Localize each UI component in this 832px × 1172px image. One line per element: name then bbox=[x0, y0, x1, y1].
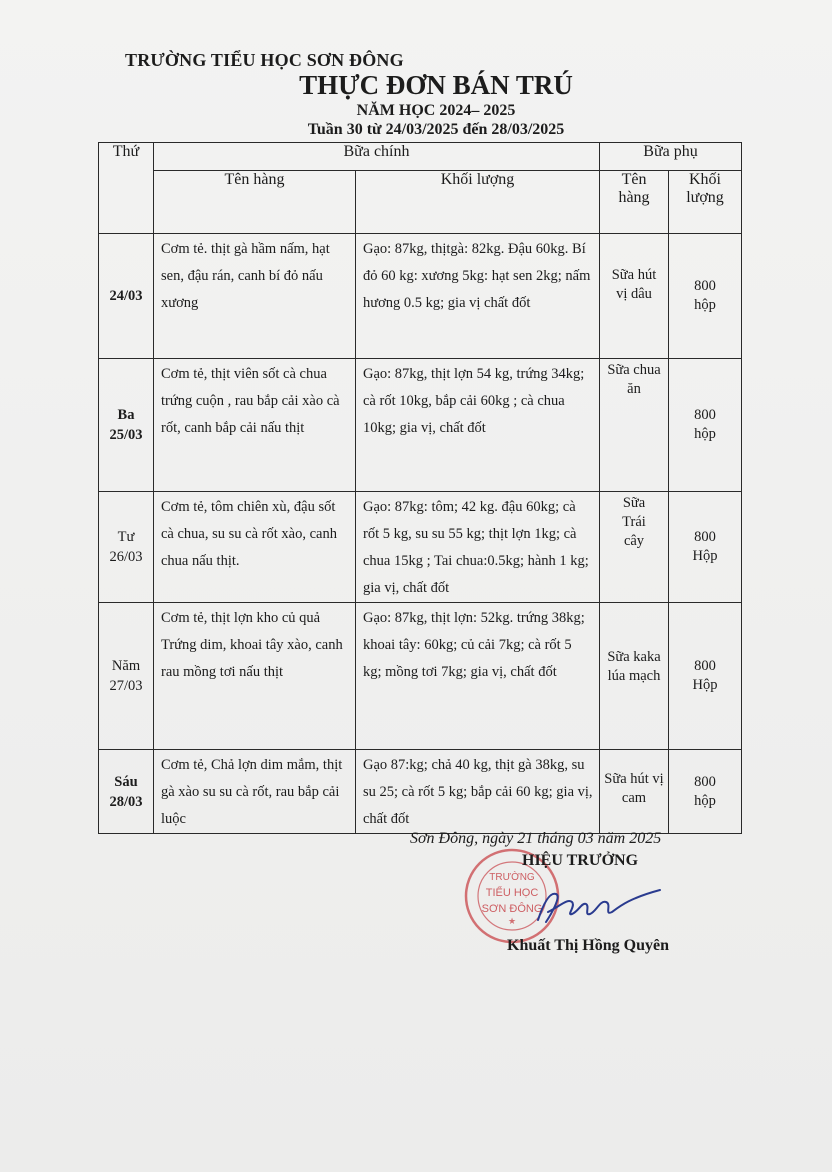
row-side-name: Sữa chua ăn bbox=[600, 359, 669, 492]
svg-text:★: ★ bbox=[507, 916, 517, 926]
row-day: Ba 25/03 bbox=[99, 359, 154, 492]
side-meal-header: Bữa phụ bbox=[600, 143, 742, 171]
table-row bbox=[99, 359, 742, 492]
signature-icon bbox=[520, 872, 670, 932]
main-name-header: Tên hàng bbox=[154, 171, 356, 234]
row-side-name: Sữa hút vị cam bbox=[600, 750, 669, 834]
row-qty: Gạo: 87kg, thịt lợn: 52kg. trứng 38kg; khoai tây: 60kg; củ cải 7kg; cà rốt 5 kg; mồng tơi 7kg; gia vị, chất đốt bbox=[356, 603, 600, 750]
svg-text:SƠN ĐÔNG: SƠN ĐÔNG bbox=[481, 903, 543, 915]
side-qty-header: Khối lượng bbox=[669, 171, 742, 234]
row-side-qty: 800 Hộp bbox=[669, 603, 742, 750]
table-row bbox=[99, 750, 742, 834]
row-side-qty: 800 hộp bbox=[669, 750, 742, 834]
col-day-header: Thứ bbox=[99, 143, 154, 234]
signer-name: Khuất Thị Hồng Quyên bbox=[507, 937, 669, 954]
row-qty: Gạo: 87kg, thịt lợn 54 kg, trứng 34kg; cà rốt 10kg, bắp cải 60kg ; cà chua 10kg; gia vị, chất đốt bbox=[356, 359, 600, 492]
table-row bbox=[99, 603, 742, 750]
row-day: Tư 26/03 bbox=[99, 492, 154, 603]
menu-table bbox=[98, 142, 742, 834]
school-year: NĂM HỌC 2024– 2025 bbox=[356, 102, 516, 119]
row-qty: Gạo: 87kg: tôm; 42 kg. đậu 60kg; cà rốt 5 kg, su su 55 kg; thịt lợn 1kg; cà chua 15kg ; Tai chua:0.5kg; hành 1 kg; gia vị, chất đốt bbox=[356, 492, 600, 603]
row-dish: Cơm tẻ, Chả lợn dim mắm, thịt gà xào su su cà rốt, rau bắp cải luộc bbox=[154, 750, 356, 834]
signer-role: HIỆU TRƯỞNG bbox=[522, 852, 639, 869]
row-side-name: Sữa Trái cây bbox=[600, 492, 669, 603]
row-day: Sáu 28/03 bbox=[99, 750, 154, 834]
table-row bbox=[99, 492, 742, 603]
table-header-row-1 bbox=[99, 143, 742, 171]
main-qty-header: Khối lượng bbox=[356, 171, 600, 234]
row-side-qty: 800 Hộp bbox=[669, 492, 742, 603]
week-range: Tuần 30 từ 24/03/2025 đến 28/03/2025 bbox=[307, 121, 565, 138]
svg-text:TIỂU HỌC: TIỂU HỌC bbox=[485, 887, 539, 899]
main-meal-header: Bữa chính bbox=[154, 143, 600, 171]
table-row bbox=[99, 234, 742, 359]
row-dish: Cơm tẻ, thịt lợn kho củ quả Trứng dim, khoai tây xào, canh rau mồng tơi nấu thịt bbox=[154, 603, 356, 750]
signing-date: Sơn Đông, ngày 21 tháng 03 năm 2025 bbox=[410, 830, 662, 847]
row-side-name: Sữa hút vị dâu bbox=[600, 234, 669, 359]
row-dish: Cơm tẻ. thịt gà hầm nấm, hạt sen, đậu rán, canh bí đỏ nấu xương bbox=[154, 234, 356, 359]
row-side-qty: 800 hộp bbox=[669, 359, 742, 492]
row-side-name: Sữa kaka lúa mạch bbox=[600, 603, 669, 750]
row-day: 24/03 bbox=[99, 234, 154, 359]
table-header-row-2 bbox=[99, 171, 742, 234]
school-name: TRƯỜNG TIỂU HỌC SƠN ĐÔNG bbox=[125, 50, 404, 70]
svg-text:TRƯỜNG: TRƯỜNG bbox=[489, 872, 535, 883]
document-title: THỰC ĐƠN BÁN TRÚ bbox=[299, 70, 573, 100]
row-dish: Cơm tẻ, thịt viên sốt cà chua trứng cuộn , rau bắp cải xào cà rốt, canh bắp cải nấu thịt bbox=[154, 359, 356, 492]
row-qty: Gạo 87:kg; chả 40 kg, thịt gà 38kg, su su 25; cà rốt 5 kg; bắp cải 60 kg; gia vị, chất đốt bbox=[356, 750, 600, 834]
row-day: Năm 27/03 bbox=[99, 603, 154, 750]
row-qty: Gạo: 87kg, thịtgà: 82kg. Đậu 60kg. Bí đỏ 60 kg: xương 5kg: hạt sen 2kg; nấm hương 0.5 kg; gia vị chất đốt bbox=[356, 234, 600, 359]
side-name-header: Tên hàng bbox=[600, 171, 669, 234]
row-dish: Cơm tẻ, tôm chiên xù, đậu sốt cà chua, su su cà rốt xào, canh chua nấu thịt. bbox=[154, 492, 356, 603]
row-side-qty: 800 hộp bbox=[669, 234, 742, 359]
